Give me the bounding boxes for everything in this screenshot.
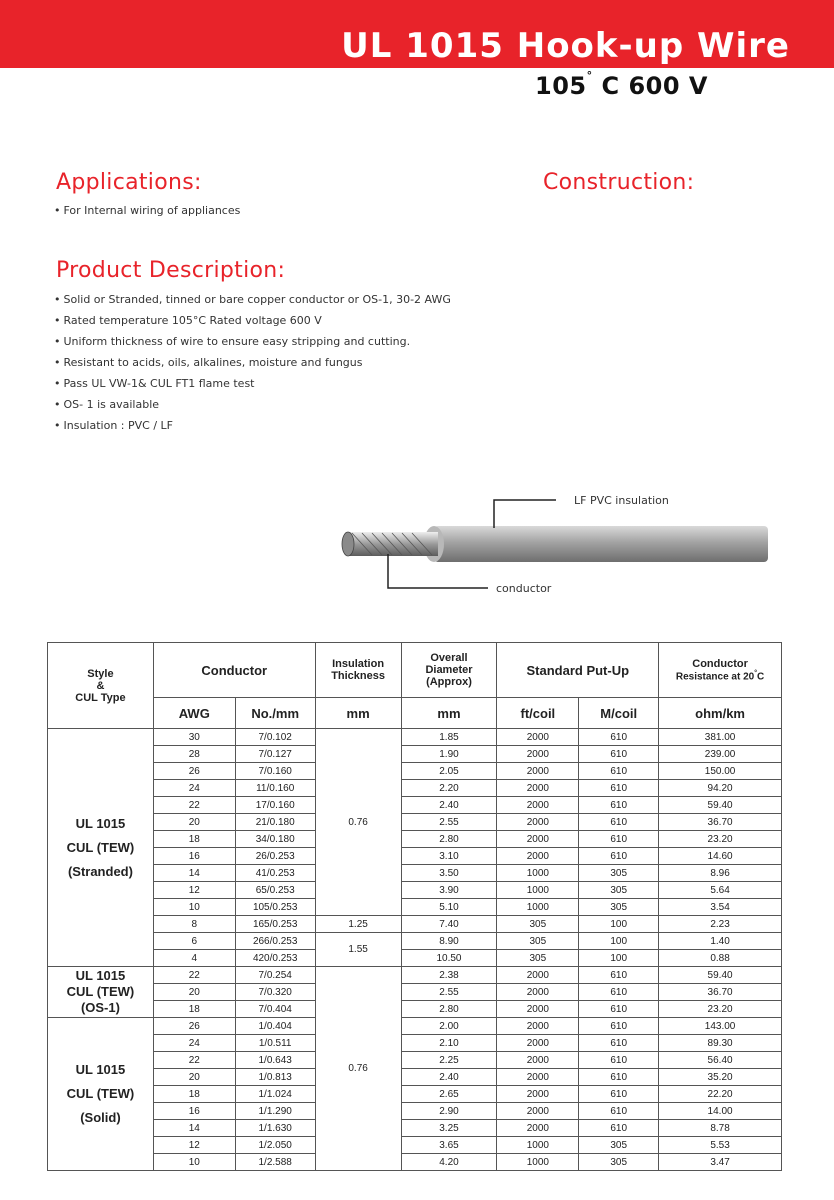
ft-coil-cell: 2000	[497, 967, 579, 984]
m-coil-cell: 610	[579, 797, 659, 814]
ft-coil-cell: 2000	[497, 746, 579, 763]
strand-cell: 7/0.254	[235, 967, 315, 984]
ohm-km-header: ohm/km	[659, 698, 782, 729]
resistance-cell: 8.78	[659, 1120, 782, 1137]
resistance-cell: 5.64	[659, 882, 782, 899]
ft-coil-cell: 2000	[497, 1086, 579, 1103]
m-coil-cell: 100	[579, 933, 659, 950]
resistance-cell: 239.00	[659, 746, 782, 763]
awg-cell: 18	[153, 1086, 235, 1103]
ft-coil-cell: 1000	[497, 865, 579, 882]
m-coil-header: M/coil	[579, 698, 659, 729]
conductor-label: conductor	[496, 582, 552, 595]
rating-subtitle	[535, 69, 708, 100]
rating-temp: 105	[535, 72, 587, 100]
ft-coil-cell: 2000	[497, 831, 579, 848]
strand-cell: 7/0.320	[235, 984, 315, 1001]
strand-cell: 420/0.253	[235, 950, 315, 967]
list-item: • Solid or Stranded, tinned or bare copper conductor or OS-1, 30-2 AWG	[54, 289, 451, 310]
ft-coil-cell: 2000	[497, 814, 579, 831]
diameter-cell: 2.55	[401, 814, 497, 831]
strand-cell: 1/0.813	[235, 1069, 315, 1086]
m-coil-cell: 610	[579, 1120, 659, 1137]
resistance-cell: 94.20	[659, 780, 782, 797]
resistance-cell: 1.40	[659, 933, 782, 950]
strand-cell: 65/0.253	[235, 882, 315, 899]
ft-coil-cell: 1000	[497, 1137, 579, 1154]
construction-heading: Construction:	[543, 170, 695, 195]
resistance-cell: 59.40	[659, 797, 782, 814]
ft-coil-cell: 305	[497, 950, 579, 967]
ft-coil-cell: 2000	[497, 797, 579, 814]
table-row	[48, 780, 782, 797]
no-mm-header: No./mm	[235, 698, 315, 729]
resistance-cell: 14.60	[659, 848, 782, 865]
awg-cell: 6	[153, 933, 235, 950]
awg-cell: 30	[153, 729, 235, 746]
diameter-cell: 3.10	[401, 848, 497, 865]
resistance-cell: 36.70	[659, 984, 782, 1001]
strand-cell: 41/0.253	[235, 865, 315, 882]
diameter-cell: 10.50	[401, 950, 497, 967]
ft-coil-cell: 1000	[497, 899, 579, 916]
ft-coil-cell: 2000	[497, 729, 579, 746]
m-coil-cell: 100	[579, 916, 659, 933]
awg-header: AWG	[153, 698, 235, 729]
insulation-label: LF PVC insulation	[574, 494, 669, 507]
diameter-cell: 3.65	[401, 1137, 497, 1154]
insulation-jacket	[434, 526, 768, 562]
table-row	[48, 1154, 782, 1171]
strand-cell: 7/0.102	[235, 729, 315, 746]
ft-coil-cell: 2000	[497, 848, 579, 865]
style-cell: UL 1015 CUL (TEW) (Solid)	[48, 1018, 154, 1171]
awg-cell: 22	[153, 1052, 235, 1069]
strand-cell: 1/0.404	[235, 1018, 315, 1035]
strand-cell: 266/0.253	[235, 933, 315, 950]
strand-cell: 1/0.643	[235, 1052, 315, 1069]
overall-diameter-header: Overall Diameter (Approx)	[401, 643, 497, 698]
strand-cell: 34/0.180	[235, 831, 315, 848]
resistance-cell: 3.54	[659, 899, 782, 916]
strand-cell: 105/0.253	[235, 899, 315, 916]
ft-coil-cell: 305	[497, 933, 579, 950]
table-row	[48, 1018, 782, 1035]
diameter-cell: 2.90	[401, 1103, 497, 1120]
table-subheader-row	[48, 698, 782, 729]
diameter-cell: 2.05	[401, 763, 497, 780]
table-row	[48, 1035, 782, 1052]
ft-coil-cell: 2000	[497, 1035, 579, 1052]
list-item: • Uniform thickness of wire to ensure easy stripping and cutting.	[54, 331, 451, 352]
insulation-cell: 0.76	[315, 967, 401, 1171]
table-row	[48, 1086, 782, 1103]
insulation-header: Insulation Thickness	[315, 643, 401, 698]
applications-heading: Applications:	[56, 170, 202, 195]
awg-cell: 14	[153, 1120, 235, 1137]
table-row	[48, 882, 782, 899]
m-coil-cell: 610	[579, 763, 659, 780]
m-coil-cell: 610	[579, 1035, 659, 1052]
awg-cell: 12	[153, 1137, 235, 1154]
m-coil-cell: 305	[579, 882, 659, 899]
resistance-cell: 59.40	[659, 967, 782, 984]
table-row	[48, 967, 782, 984]
ft-coil-cell: 2000	[497, 1001, 579, 1018]
diameter-cell: 5.10	[401, 899, 497, 916]
table-row	[48, 763, 782, 780]
title-banner	[0, 0, 834, 68]
awg-cell: 10	[153, 899, 235, 916]
insulation-cell: 1.25	[315, 916, 401, 933]
table-row	[48, 831, 782, 848]
diameter-cell: 2.38	[401, 967, 497, 984]
list-item: • OS- 1 is available	[54, 394, 451, 415]
specification-table	[47, 642, 782, 1171]
diameter-cell: 4.20	[401, 1154, 497, 1171]
m-coil-cell: 610	[579, 729, 659, 746]
m-coil-cell: 610	[579, 848, 659, 865]
resistance-cell: 14.00	[659, 1103, 782, 1120]
awg-cell: 22	[153, 967, 235, 984]
product-description-heading: Product Description:	[56, 258, 286, 283]
awg-cell: 10	[153, 1154, 235, 1171]
resistance-cell: 89.30	[659, 1035, 782, 1052]
m-coil-cell: 610	[579, 814, 659, 831]
table-row	[48, 746, 782, 763]
diameter-cell: 1.85	[401, 729, 497, 746]
resistance-cell: 150.00	[659, 763, 782, 780]
resistance-cell: 56.40	[659, 1052, 782, 1069]
table-row	[48, 1069, 782, 1086]
diameter-cell: 8.90	[401, 933, 497, 950]
diameter-mm-header: mm	[401, 698, 497, 729]
resistance-cell: 23.20	[659, 1001, 782, 1018]
table-header-row	[48, 643, 782, 698]
m-coil-cell: 305	[579, 1154, 659, 1171]
table-row	[48, 933, 782, 950]
awg-cell: 12	[153, 882, 235, 899]
list-item: • Resistant to acids, oils, alkalines, moisture and fungus	[54, 352, 451, 373]
list-item: • Rated temperature 105°C Rated voltage 600 V	[54, 310, 451, 331]
strand-cell: 1/0.511	[235, 1035, 315, 1052]
style-cell: UL 1015 CUL (TEW) (Stranded)	[48, 729, 154, 967]
rating-rest: C 600 V	[601, 72, 708, 100]
applications-list	[54, 200, 240, 221]
m-coil-cell: 610	[579, 967, 659, 984]
strand-cell: 1/2.050	[235, 1137, 315, 1154]
strand-cell: 1/2.588	[235, 1154, 315, 1171]
diameter-cell: 3.50	[401, 865, 497, 882]
table-row	[48, 729, 782, 746]
table-row	[48, 865, 782, 882]
resistance-header: Conductor Resistance at 20°C	[659, 643, 782, 698]
diameter-cell: 3.90	[401, 882, 497, 899]
resistance-cell: 143.00	[659, 1018, 782, 1035]
table-row	[48, 1120, 782, 1137]
diameter-cell: 2.80	[401, 831, 497, 848]
m-coil-cell: 610	[579, 831, 659, 848]
table-row	[48, 950, 782, 967]
awg-cell: 14	[153, 865, 235, 882]
table-row	[48, 814, 782, 831]
table-row	[48, 1052, 782, 1069]
standard-putup-header: Standard Put-Up	[497, 643, 659, 698]
awg-cell: 20	[153, 1069, 235, 1086]
ft-coil-cell: 2000	[497, 1018, 579, 1035]
m-coil-cell: 610	[579, 780, 659, 797]
wire-diagram	[330, 488, 790, 600]
strand-cell: 21/0.180	[235, 814, 315, 831]
ft-coil-cell: 2000	[497, 1052, 579, 1069]
awg-cell: 22	[153, 797, 235, 814]
diameter-cell: 2.65	[401, 1086, 497, 1103]
awg-cell: 20	[153, 984, 235, 1001]
product-title: UL 1015 Hook-up Wire	[341, 26, 790, 66]
awg-cell: 18	[153, 831, 235, 848]
insulation-cell: 0.76	[315, 729, 401, 916]
insulation-leader-line	[494, 500, 556, 528]
table-body	[48, 729, 782, 1171]
conductor-header: Conductor	[153, 643, 315, 698]
insulation-mm-header: mm	[315, 698, 401, 729]
awg-cell: 26	[153, 763, 235, 780]
diameter-cell: 1.90	[401, 746, 497, 763]
table-row	[48, 1137, 782, 1154]
ft-coil-cell: 2000	[497, 780, 579, 797]
ft-coil-cell: 1000	[497, 1154, 579, 1171]
ft-coil-cell: 2000	[497, 1103, 579, 1120]
m-coil-cell: 610	[579, 1103, 659, 1120]
ft-coil-header: ft/coil	[497, 698, 579, 729]
awg-cell: 16	[153, 1103, 235, 1120]
resistance-cell: 22.20	[659, 1086, 782, 1103]
degree-symbol: °	[586, 69, 593, 82]
awg-cell: 18	[153, 1001, 235, 1018]
diameter-cell: 2.55	[401, 984, 497, 1001]
m-coil-cell: 610	[579, 1086, 659, 1103]
strand-cell: 1/1.290	[235, 1103, 315, 1120]
m-coil-cell: 610	[579, 984, 659, 1001]
awg-cell: 28	[153, 746, 235, 763]
m-coil-cell: 305	[579, 899, 659, 916]
resistance-cell: 35.20	[659, 1069, 782, 1086]
awg-cell: 26	[153, 1018, 235, 1035]
resistance-cell: 36.70	[659, 814, 782, 831]
m-coil-cell: 610	[579, 1052, 659, 1069]
diameter-cell: 3.25	[401, 1120, 497, 1137]
ft-coil-cell: 2000	[497, 1120, 579, 1137]
wire-illustration	[330, 488, 790, 600]
strand-cell: 26/0.253	[235, 848, 315, 865]
ft-coil-cell: 305	[497, 916, 579, 933]
list-item: • Pass UL VW-1& CUL FT1 flame test	[54, 373, 451, 394]
strand-cell: 7/0.127	[235, 746, 315, 763]
strand-cell: 7/0.160	[235, 763, 315, 780]
resistance-cell: 3.47	[659, 1154, 782, 1171]
m-coil-cell: 100	[579, 950, 659, 967]
strand-cell: 1/1.630	[235, 1120, 315, 1137]
strand-cell: 11/0.160	[235, 780, 315, 797]
resistance-cell: 5.53	[659, 1137, 782, 1154]
m-coil-cell: 610	[579, 746, 659, 763]
strand-cell: 165/0.253	[235, 916, 315, 933]
diameter-cell: 2.10	[401, 1035, 497, 1052]
diameter-cell: 2.20	[401, 780, 497, 797]
table-row	[48, 984, 782, 1001]
ft-coil-cell: 2000	[497, 763, 579, 780]
table-row	[48, 797, 782, 814]
m-coil-cell: 305	[579, 1137, 659, 1154]
table-row	[48, 916, 782, 933]
table-row	[48, 899, 782, 916]
table-row	[48, 848, 782, 865]
diameter-cell: 2.00	[401, 1018, 497, 1035]
diameter-cell: 7.40	[401, 916, 497, 933]
awg-cell: 24	[153, 1035, 235, 1052]
diameter-cell: 2.40	[401, 797, 497, 814]
ft-coil-cell: 2000	[497, 1069, 579, 1086]
awg-cell: 8	[153, 916, 235, 933]
resistance-cell: 23.20	[659, 831, 782, 848]
resistance-cell: 2.23	[659, 916, 782, 933]
ft-coil-cell: 1000	[497, 882, 579, 899]
m-coil-cell: 610	[579, 1018, 659, 1035]
strand-cell: 7/0.404	[235, 1001, 315, 1018]
conductor-end	[342, 532, 354, 556]
diameter-cell: 2.25	[401, 1052, 497, 1069]
diameter-cell: 2.40	[401, 1069, 497, 1086]
strand-cell: 17/0.160	[235, 797, 315, 814]
resistance-cell: 0.88	[659, 950, 782, 967]
m-coil-cell: 610	[579, 1001, 659, 1018]
table-row	[48, 1001, 782, 1018]
resistance-cell: 381.00	[659, 729, 782, 746]
description-list	[54, 289, 451, 436]
style-cell: UL 1015 CUL (TEW) (OS-1)	[48, 967, 154, 1018]
awg-cell: 16	[153, 848, 235, 865]
m-coil-cell: 610	[579, 1069, 659, 1086]
insulation-cell: 1.55	[315, 933, 401, 967]
strand-cell: 1/1.024	[235, 1086, 315, 1103]
table-row	[48, 1103, 782, 1120]
diameter-cell: 2.80	[401, 1001, 497, 1018]
resistance-cell: 8.96	[659, 865, 782, 882]
awg-cell: 20	[153, 814, 235, 831]
m-coil-cell: 305	[579, 865, 659, 882]
ft-coil-cell: 2000	[497, 984, 579, 1001]
awg-cell: 24	[153, 780, 235, 797]
awg-cell: 4	[153, 950, 235, 967]
style-header: Style & CUL Type	[48, 643, 154, 729]
list-item: • Insulation : PVC / LF	[54, 415, 451, 436]
list-item: • For Internal wiring of appliances	[54, 200, 240, 221]
